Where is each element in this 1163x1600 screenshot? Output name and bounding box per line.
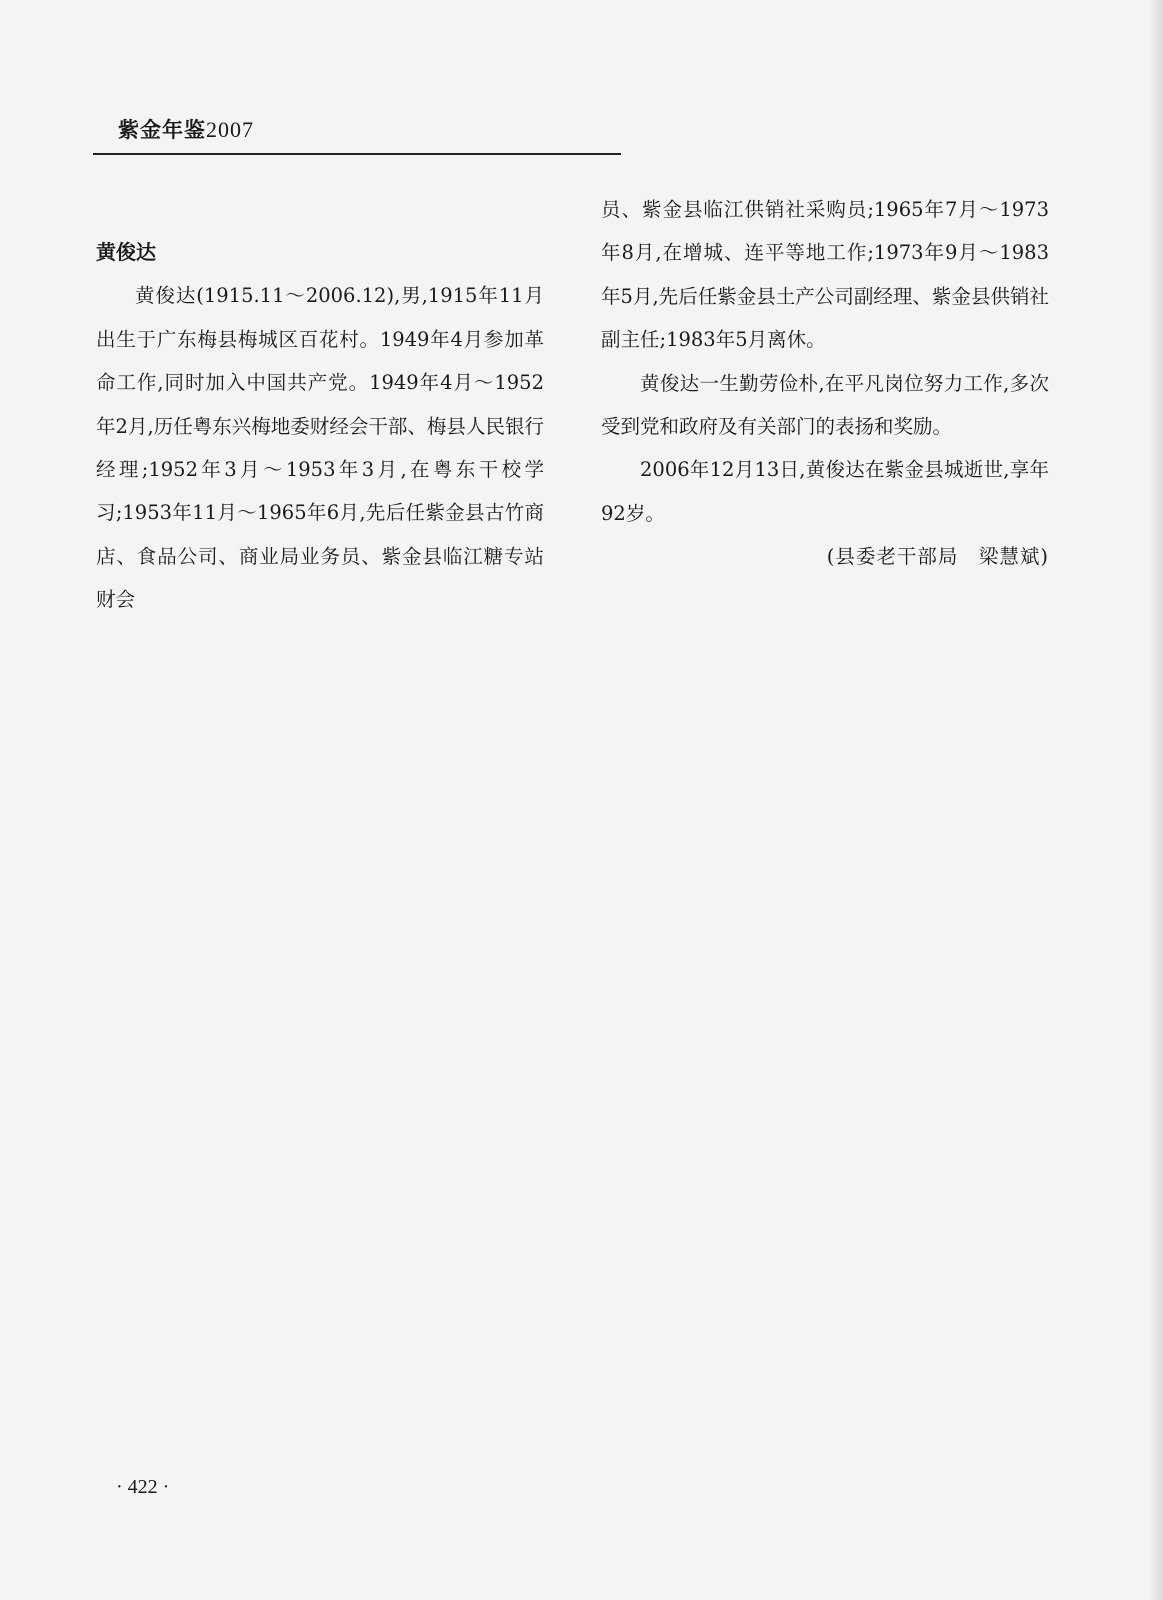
biography-paragraph-1: 黄俊达(1915.11～2006.12),男,1915年11月出生于广东梅县梅城区百花村。1949年4月参加革命工作,同时加入中国共产党。1949年4月～1952年2月,历任粤东兴梅地委财经会干部、梅县人民银行经理;1952年3月～1953年3月,在粤东干校学习;1953年11月～1965年6月,先后任紫金县古竹商店、食品公司、商业局业务员、紫金县临江糖专站财会 — [96, 284, 544, 612]
yearbook-title: 紫金年鉴 — [118, 118, 206, 142]
source-attribution: (县委老干部局 梁慧斌) — [826, 545, 1049, 569]
yearbook-year: 2007 — [206, 117, 254, 142]
biography-paragraph-2: 黄俊达一生勤劳俭朴,在平凡岗位努力工作,多次受到党和政府及有关部门的表扬和奖励。 — [601, 371, 1049, 439]
page-edge-shadow — [1149, 0, 1163, 1600]
running-head — [118, 114, 254, 144]
header-rule — [93, 153, 621, 155]
page-number: · 422 · — [116, 1476, 170, 1498]
entry-title: 黄俊达 — [96, 240, 156, 264]
biography-paragraph-3: 2006年12月13日,黄俊达在紫金县城逝世,享年92岁。 — [601, 458, 1049, 525]
right-column — [601, 188, 1049, 579]
biography-paragraph-1-continued: 员、紫金县临江供销社采购员;1965年7月～1973年8月,在增城、连平等地工作;1973年9月～1983年5月,先后任紫金县土产公司副经理、紫金县供销社副主任;1983年5月离休。 — [601, 198, 1049, 352]
left-column — [96, 188, 544, 622]
